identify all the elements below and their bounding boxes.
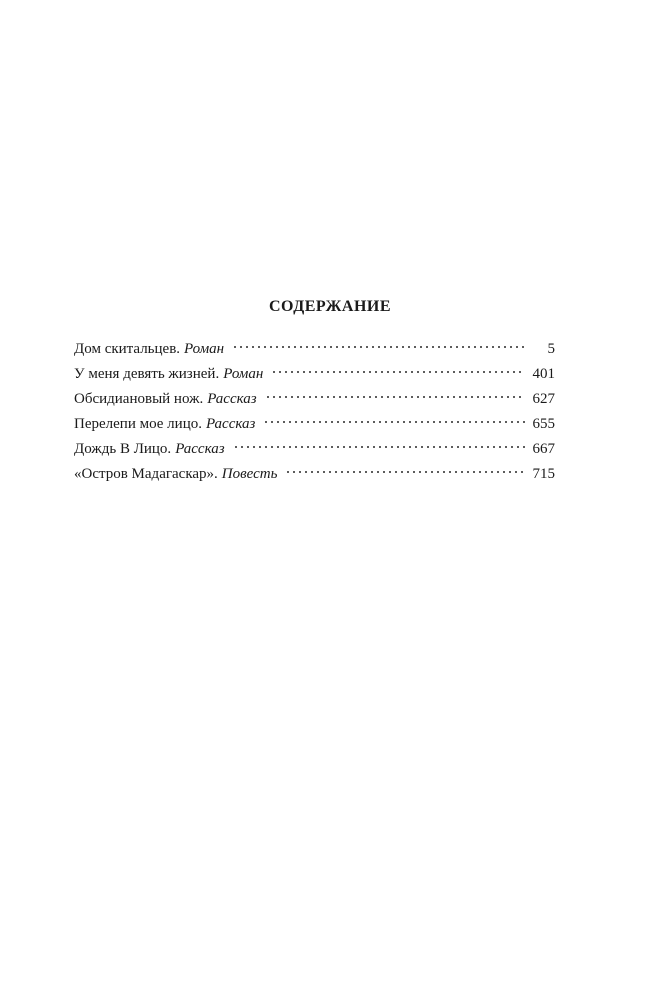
toc-entry (74, 366, 555, 391)
dot-leader (265, 394, 525, 400)
toc-entry (74, 341, 555, 366)
toc-entry-title: У меня девять жизней. (74, 366, 220, 382)
toc-entry-page: 5 (547, 341, 555, 357)
toc-entry-title: Дождь В Лицо. (74, 441, 172, 457)
toc-list (74, 341, 555, 491)
toc-entry-page: 667 (532, 441, 555, 457)
toc-entry-title: Перелепи мое лицо. (74, 416, 202, 432)
toc-entry-genre: Рассказ (205, 416, 256, 432)
toc-entry-title: Дом скитальцев. (74, 341, 181, 357)
dot-leader (233, 444, 525, 450)
toc-entry-page: 655 (532, 416, 555, 432)
dot-leader (232, 344, 525, 350)
toc-entry (74, 391, 555, 416)
toc-entry-genre: Рассказ (175, 441, 225, 457)
dot-leader (263, 419, 524, 425)
toc-entry-genre: Роман (184, 341, 225, 357)
toc-entry-title: Обсидиановый нож. (74, 391, 204, 407)
toc-entry-genre: Роман (223, 366, 264, 382)
toc-entry-page: 401 (532, 366, 555, 382)
toc-entry (74, 416, 555, 441)
toc-entry-page: 627 (532, 391, 555, 407)
dot-leader (271, 369, 524, 375)
toc-entry (74, 441, 555, 466)
dot-leader (285, 469, 524, 475)
toc-entry-genre: Рассказ (207, 391, 257, 407)
toc-entry-genre: Повесть (221, 466, 278, 482)
toc-entry-title: «Остров Мадагаскар». (74, 466, 218, 482)
toc-heading: СОДЕРЖАНИЕ (268, 298, 392, 315)
toc-entry (74, 466, 555, 491)
toc-entry-page: 715 (532, 466, 555, 482)
